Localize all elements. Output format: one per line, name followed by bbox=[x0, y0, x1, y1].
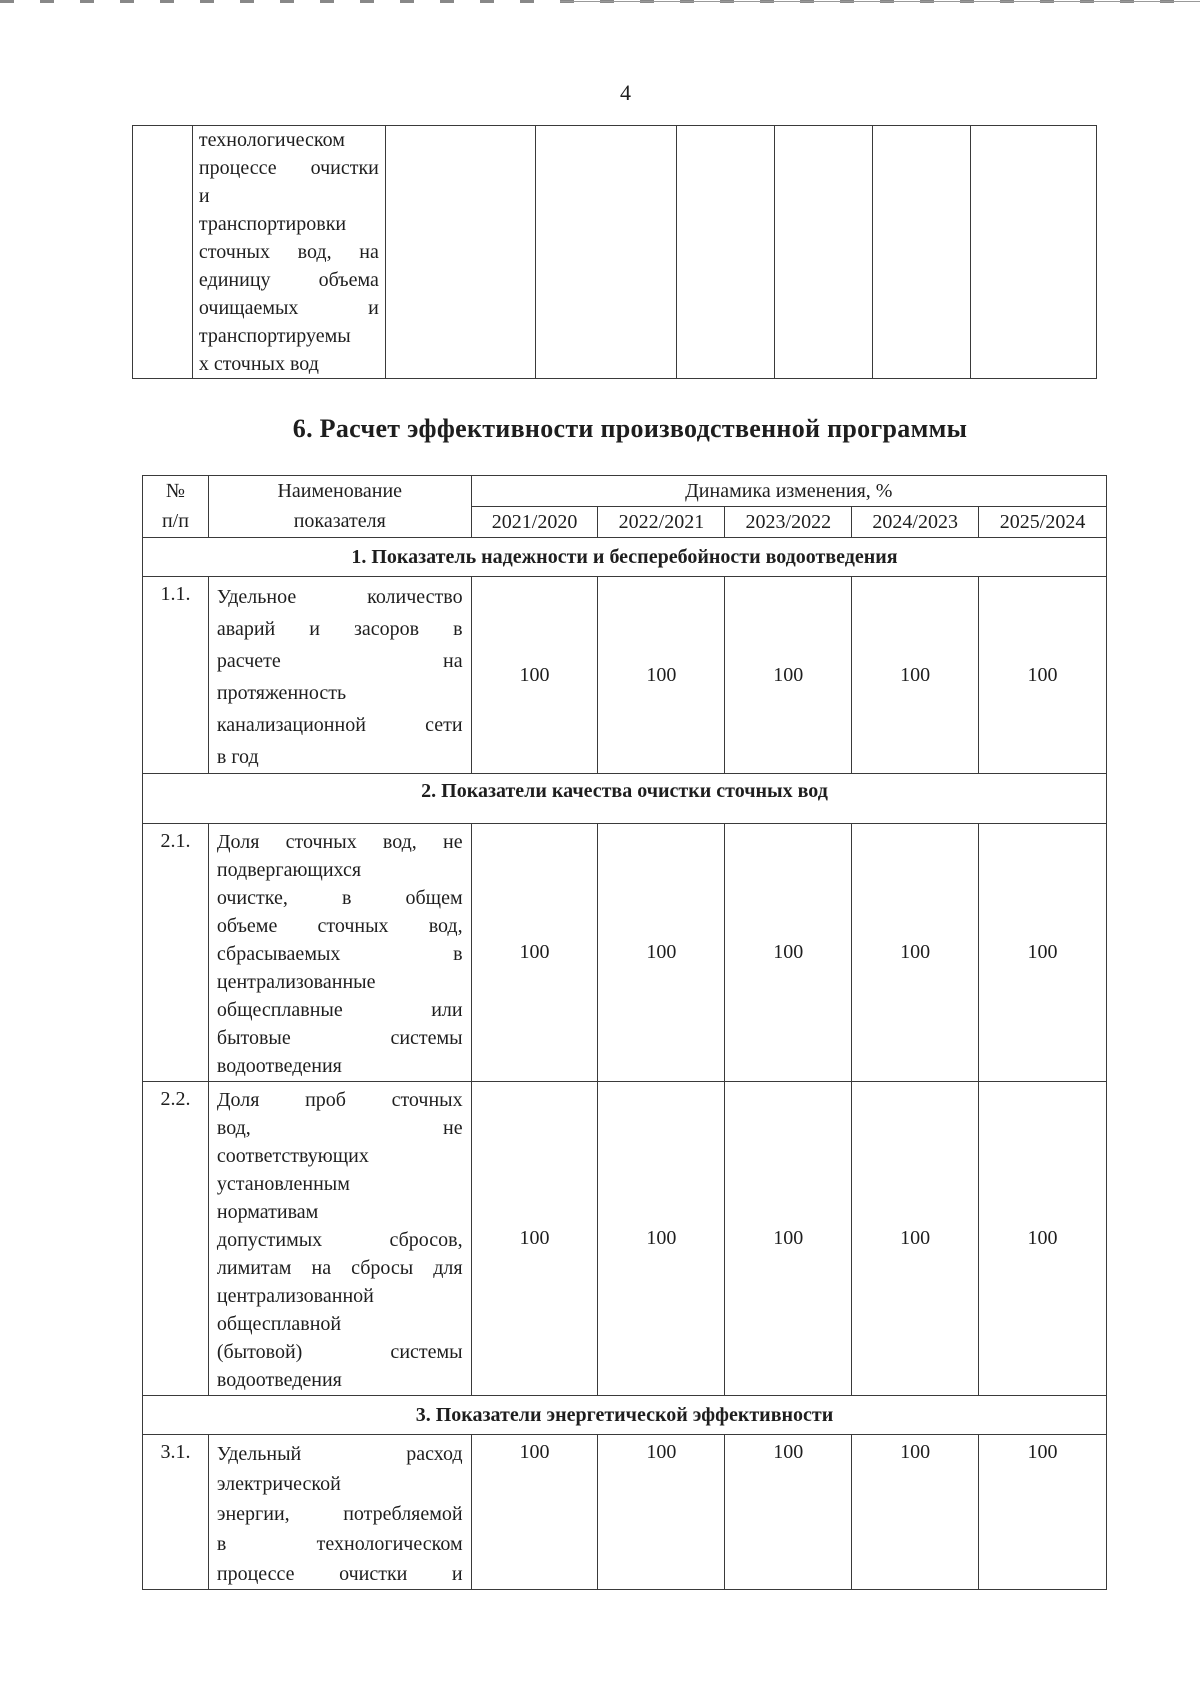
group-title: 3. Показатели энергетической эффективности bbox=[143, 1396, 1107, 1435]
row-num: 2.1. bbox=[143, 824, 209, 1082]
row-value: 100 bbox=[979, 577, 1107, 774]
row-name-line: лимитам на сбросы для bbox=[216, 1257, 463, 1279]
table-row bbox=[143, 824, 1107, 1082]
cont-cell-num bbox=[133, 126, 193, 379]
scan-edge-line bbox=[560, 1, 1200, 2]
row-name-line: водоотведения bbox=[216, 1055, 342, 1077]
row-name bbox=[208, 824, 471, 1082]
cont-line: и bbox=[198, 185, 210, 207]
header-year: 2025/2024 bbox=[979, 507, 1107, 538]
row-name bbox=[208, 1082, 471, 1396]
group-title: 2. Показатели качества очистки сточных вод bbox=[143, 774, 1107, 824]
cont-cell-empty bbox=[971, 126, 1097, 379]
row-name-line: соответствующих bbox=[216, 1145, 369, 1167]
cont-line: технологическом bbox=[198, 129, 345, 151]
row-name-line: (бытовой) системы bbox=[216, 1341, 463, 1363]
row-name-line: процессе очистки и bbox=[216, 1563, 463, 1585]
cont-cell-empty bbox=[677, 126, 775, 379]
row-name-line: в год bbox=[216, 746, 259, 768]
row-value: 100 bbox=[979, 1082, 1107, 1396]
header-num-line: п/п bbox=[161, 510, 189, 532]
header-year: 2023/2022 bbox=[725, 507, 852, 538]
row-name-line: общесплавной bbox=[216, 1313, 342, 1335]
group-row bbox=[143, 538, 1107, 577]
row-value: 100 bbox=[471, 1435, 598, 1590]
row-name-line: объеме сточных вод, bbox=[216, 915, 463, 937]
group-row bbox=[143, 1396, 1107, 1435]
cont-line: х сточных вод bbox=[198, 353, 319, 375]
continued-table bbox=[132, 125, 1097, 379]
cont-line: процессе очистки bbox=[198, 157, 379, 179]
cont-cell-empty bbox=[385, 126, 535, 379]
table-row bbox=[143, 1082, 1107, 1396]
header-name-line: Наименование bbox=[277, 480, 403, 502]
row-name-line: очистке, в общем bbox=[216, 887, 463, 909]
header-num-line: № bbox=[165, 480, 185, 502]
row-name-line: водоотведения bbox=[216, 1369, 342, 1391]
section-title: 6. Расчет эффективности производственной программы bbox=[292, 414, 968, 443]
cont-line: транспортируемы bbox=[198, 325, 351, 347]
row-value: 100 bbox=[725, 1082, 852, 1396]
row-value: 100 bbox=[471, 1082, 598, 1396]
header-year: 2024/2023 bbox=[852, 507, 979, 538]
row-name-line: электрической bbox=[216, 1473, 341, 1495]
cont-cell-name bbox=[192, 126, 385, 379]
row-name-line: Доля сточных вод, не bbox=[216, 831, 463, 853]
row-name-line: Удельный расход bbox=[216, 1443, 463, 1465]
header-row-1 bbox=[143, 476, 1107, 507]
header-dynamics: Динамика изменения, % bbox=[471, 476, 1106, 507]
row-num: 3.1. bbox=[143, 1435, 209, 1590]
row-name bbox=[208, 577, 471, 774]
row-name-line: бытовые системы bbox=[216, 1027, 463, 1049]
cont-line: очищаемых и bbox=[198, 297, 379, 319]
cont-line: сточных вод, на bbox=[198, 241, 379, 263]
row-name-line: расчете на bbox=[216, 650, 463, 672]
row-name-line: Доля проб сточных bbox=[216, 1089, 463, 1111]
row-name bbox=[208, 1435, 471, 1590]
header-year: 2021/2020 bbox=[471, 507, 598, 538]
row-name-line: централизованной bbox=[216, 1285, 374, 1307]
row-value: 100 bbox=[725, 577, 852, 774]
row-name-line: вод, не bbox=[216, 1117, 463, 1139]
row-name-line: сбрасываемых в bbox=[216, 943, 463, 965]
row-name-line: канализационной сети bbox=[216, 714, 463, 736]
row-name-line: централизованные bbox=[216, 971, 376, 993]
table-row bbox=[143, 1435, 1107, 1590]
group-title: 1. Показатель надежности и бесперебойности водоотведения bbox=[143, 538, 1107, 577]
row-name-line: Удельное количество bbox=[216, 586, 463, 608]
row-value: 100 bbox=[598, 1082, 725, 1396]
header-name bbox=[208, 476, 471, 538]
cont-line: транспортировки bbox=[198, 213, 347, 235]
row-value: 100 bbox=[725, 1435, 852, 1590]
row-name-line: аварий и засоров в bbox=[216, 618, 463, 640]
row-value: 100 bbox=[852, 824, 979, 1082]
row-name-line: установленным bbox=[216, 1173, 350, 1195]
row-value: 100 bbox=[598, 1435, 725, 1590]
row-value: 100 bbox=[471, 824, 598, 1082]
row-value: 100 bbox=[852, 577, 979, 774]
row-name-line: энергии, потребляемой bbox=[216, 1503, 463, 1525]
row-value: 100 bbox=[979, 824, 1107, 1082]
row-name-line: в технологическом bbox=[216, 1533, 463, 1555]
cont-cell-empty bbox=[873, 126, 971, 379]
cont-cell-empty bbox=[775, 126, 873, 379]
row-value: 100 bbox=[598, 824, 725, 1082]
row-value: 100 bbox=[979, 1435, 1107, 1590]
header-num bbox=[143, 476, 209, 538]
table-row bbox=[143, 577, 1107, 774]
row-num: 2.2. bbox=[143, 1082, 209, 1396]
cont-line: единицу объема bbox=[198, 269, 379, 291]
row-name-line: общесплавные или bbox=[216, 999, 463, 1021]
efficiency-table bbox=[142, 475, 1107, 1590]
row-value: 100 bbox=[725, 824, 852, 1082]
row-value: 100 bbox=[852, 1082, 979, 1396]
row-name-line: нормативам bbox=[216, 1201, 319, 1223]
page-number: 4 bbox=[620, 80, 631, 105]
row-value: 100 bbox=[598, 577, 725, 774]
row-value: 100 bbox=[471, 577, 598, 774]
row-name-line: протяженность bbox=[216, 682, 347, 704]
row-num: 1.1. bbox=[143, 577, 209, 774]
row-name-line: подвергающихся bbox=[216, 859, 362, 881]
group-row bbox=[143, 774, 1107, 824]
cont-cell-empty bbox=[535, 126, 677, 379]
row-name-line: допустимых сбросов, bbox=[216, 1229, 463, 1251]
header-year: 2022/2021 bbox=[598, 507, 725, 538]
header-name-line: показателя bbox=[293, 510, 386, 532]
row-value: 100 bbox=[852, 1435, 979, 1590]
